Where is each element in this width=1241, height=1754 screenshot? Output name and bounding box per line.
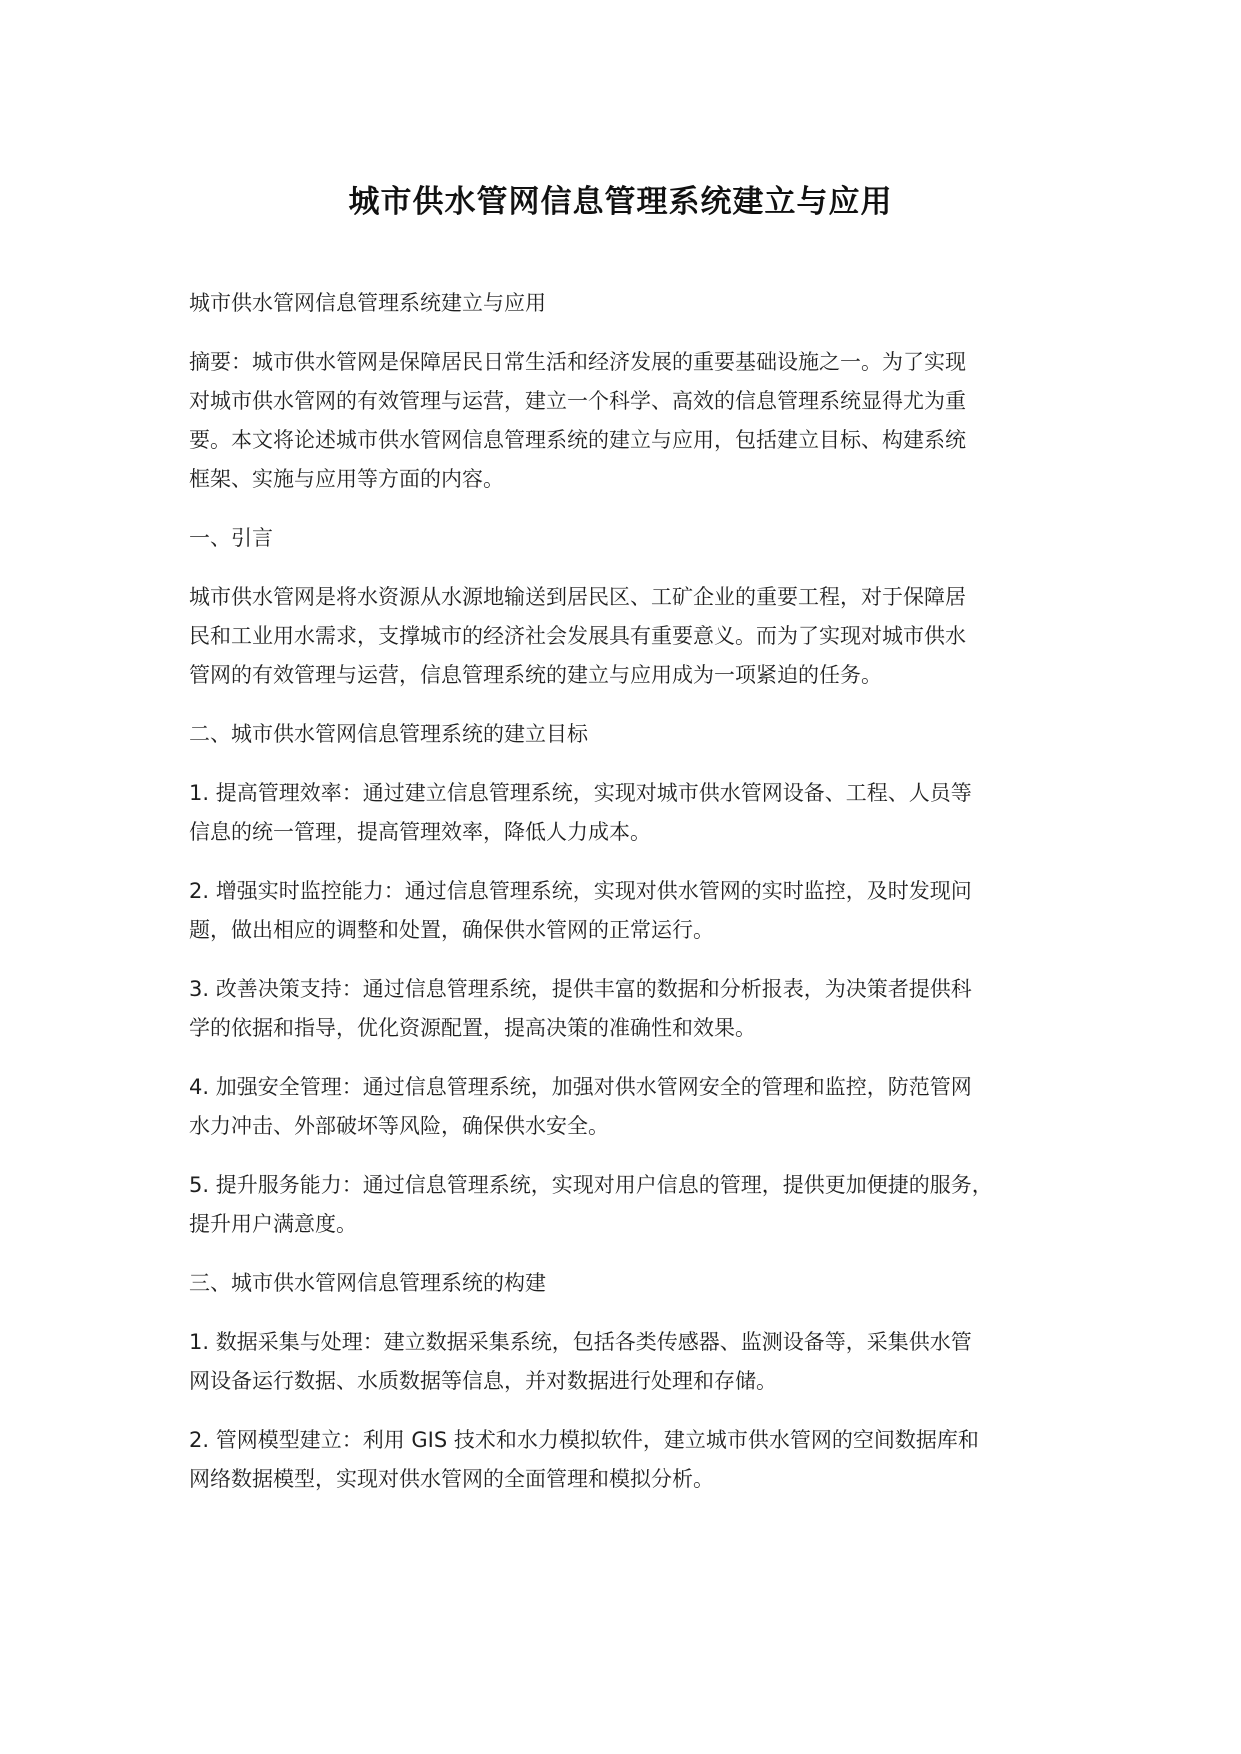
paragraph-line: 对城市供水管网的有效管理与运营，建立一个科学、高效的信息管理系统显得尤为重 [189,389,966,413]
paragraph-line: 城市供水管网信息管理系统建立与应用 [189,291,546,315]
paragraph [189,715,1079,754]
paragraph [189,1421,1079,1499]
paragraph-line: 二、城市供水管网信息管理系统的建立目标 [189,722,588,746]
paragraph [189,284,1079,323]
paragraph-line: 一、引言 [189,526,273,550]
paragraph-line: 学的依据和指导，优化资源配置，提高决策的准确性和效果。 [189,1016,756,1040]
paragraph [189,1323,1079,1401]
paragraph [189,519,1079,558]
paragraph-line: 网设备运行数据、水质数据等信息，并对数据进行处理和存储。 [189,1369,777,1393]
paragraph [189,774,1079,852]
document-title: 城市供水管网信息管理系统建立与应用 [348,184,893,220]
paragraph [189,1166,1079,1244]
paragraph-line: 1. 提高管理效率：通过建立信息管理系统，实现对城市供水管网设备、工程、人员等 [189,781,972,805]
paragraph-line: 提升用户满意度。 [189,1212,357,1236]
paragraph-line: 三、城市供水管网信息管理系统的构建 [189,1271,546,1295]
paragraph-line: 2. 管网模型建立：利用 GIS 技术和水力模拟软件，建立城市供水管网的空间数据库和 [189,1428,979,1452]
paragraph [189,970,1079,1048]
paragraph-line: 信息的统一管理，提高管理效率，降低人力成本。 [189,820,651,844]
paragraph [189,343,1079,499]
paragraph-line: 框架、实施与应用等方面的内容。 [189,467,504,491]
paragraph-line: 2. 增强实时监控能力：通过信息管理系统，实现对供水管网的实时监控，及时发现问 [189,879,972,903]
paragraph-line: 4. 加强安全管理：通过信息管理系统，加强对供水管网安全的管理和监控，防范管网 [189,1075,972,1099]
paragraph [189,578,1079,695]
paragraph-line: 管网的有效管理与运营，信息管理系统的建立与应用成为一项紧迫的任务。 [189,663,882,687]
paragraph [189,1068,1079,1146]
paragraph-line: 民和工业用水需求，支撑城市的经济社会发展具有重要意义。而为了实现对城市供水 [189,624,966,648]
paragraph-line: 网络数据模型，实现对供水管网的全面管理和模拟分析。 [189,1467,714,1491]
paragraph [189,1264,1079,1303]
paragraph-line: 城市供水管网是将水资源从水源地输送到居民区、工矿企业的重要工程，对于保障居 [189,585,966,609]
paragraph-line: 5. 提升服务能力：通过信息管理系统，实现对用户信息的管理，提供更加便捷的服务， [189,1173,993,1197]
paragraph [189,872,1079,950]
paragraph-line: 要。本文将论述城市供水管网信息管理系统的建立与应用，包括建立目标、构建系统 [189,428,966,452]
paragraph-line: 1. 数据采集与处理：建立数据采集系统，包括各类传感器、监测设备等，采集供水管 [189,1330,972,1354]
paragraph-line: 水力冲击、外部破坏等风险，确保供水安全。 [189,1114,609,1138]
document-body [189,284,1079,1519]
paragraph-line: 题，做出相应的调整和处置，确保供水管网的正常运行。 [189,918,714,942]
paragraph-line: 3. 改善决策支持：通过信息管理系统，提供丰富的数据和分析报表，为决策者提供科 [189,977,972,1001]
paragraph-line: 摘要：城市供水管网是保障居民日常生活和经济发展的重要基础设施之一。为了实现 [189,350,966,374]
